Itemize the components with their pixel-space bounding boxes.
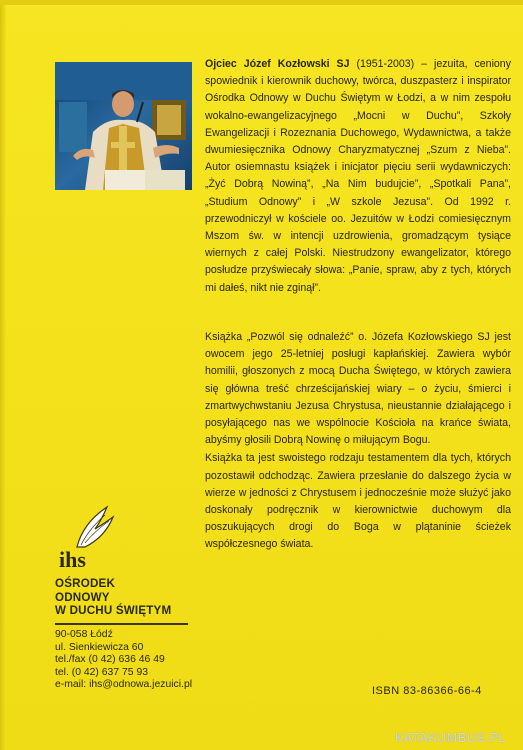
publisher-name-line-2: ODNOWY [55,590,110,604]
author-bio-text: (1951-2003) – jezuita, ceniony spowiednik i kierownik duchowy, twórca, duszpasterz i inspirator Ośrodka Odnowy w Duchu Świętym w Łodzi, a w nim zespołu wokalno-ewangelizacyjnego „Mocni w Duchu”, Szkoły Ewangelizacji i Rozeznania Duchowego, Wydawnictwa, a także dwumiesięcznika Odnowy Charyzmatycznej „Szum z Nieba”. Autor osiemnastu książek i inicjator pięciu serii wydawniczych: „Żyć Dobrą Nowiną”, „Na Nim budujcie”, „Spotkali Pana”, „Studium Odnowy” i „W szkole Jezusa”. Od 1992 r. przewodniczył w kościele oo. Jezuitów w Łodzi comiesięcznym Mszom św. w intencji uzdrowienia, gromadzącym tysiące wiernych z całej Polski. Niestrudzony ewangelizator, którego posłudze przyświecały słowa: „Panie, spraw, aby z tych, których mi dałeś, nikt nie zginął”. [205,58,511,294]
publisher-name [55,577,205,618]
author-name: Ojciec Józef Kozłowski SJ [205,58,350,70]
contact-street: ul. Sienkiewicza 60 [55,641,144,653]
publisher-name-line-1: OŚRODEK [55,577,116,590]
logo-monogram: ihs [59,547,86,572]
book-description [205,329,511,554]
contact-phone: tel. (0 42) 637 75 93 [55,666,149,678]
divider [55,623,188,625]
description-paragraph-1: Książka „Pozwól się odnaleźć” o. Józefa Kozłowskiego SJ jest owocem jego 25-letniej posługi kapłańskiej. Zawiera wybór homilii, głoszonych z mocą Ducha Świętego, w których zawiera się główna treść chrześcijańskiej wiary – o życiu, śmierci i zmartwychwstaniu Jezusa Chrystusa, nieustannie działającego i posyłającego nas we wspólnocie Kościoła na krańce świata, abyśmy głosili Dobrą Nowinę o miłującym Bogu. [205,331,511,447]
author-biography [205,56,511,297]
publisher-contact [55,629,225,692]
ihs-flame-icon [55,503,125,573]
cover-edge [0,0,6,750]
watermark: KATAKUMBUS.PL [395,731,506,745]
publisher-logo [55,503,125,573]
description-paragraph-2: Książka ta jest swoistego rodzaju testamentem dla tych, których pozostawił odchodząc. Zawiera przesłanie do dalszego życia w wierze w jedności z Chrystusem i jednocześnie może służyć jako doskonały podręcznik w kierownictwie duchowym dla poszukujących drogi do Boga w plątaninie ścieżek współczesnego świata. [205,452,511,551]
contact-fax: tel./fax (0 42) 636 46 49 [55,654,165,666]
isbn: ISBN 83-86366-66-4 [372,685,482,697]
author-photo [55,62,192,190]
cover-top-edge [0,0,523,5]
publisher-name-line-3: W DUCHU ŚWIĘTYM [55,604,172,617]
contact-email: e-mail: ihs@odnowa.jezuici.pl [55,679,193,691]
contact-postal-code: 90-058 Łódź [55,629,113,640]
